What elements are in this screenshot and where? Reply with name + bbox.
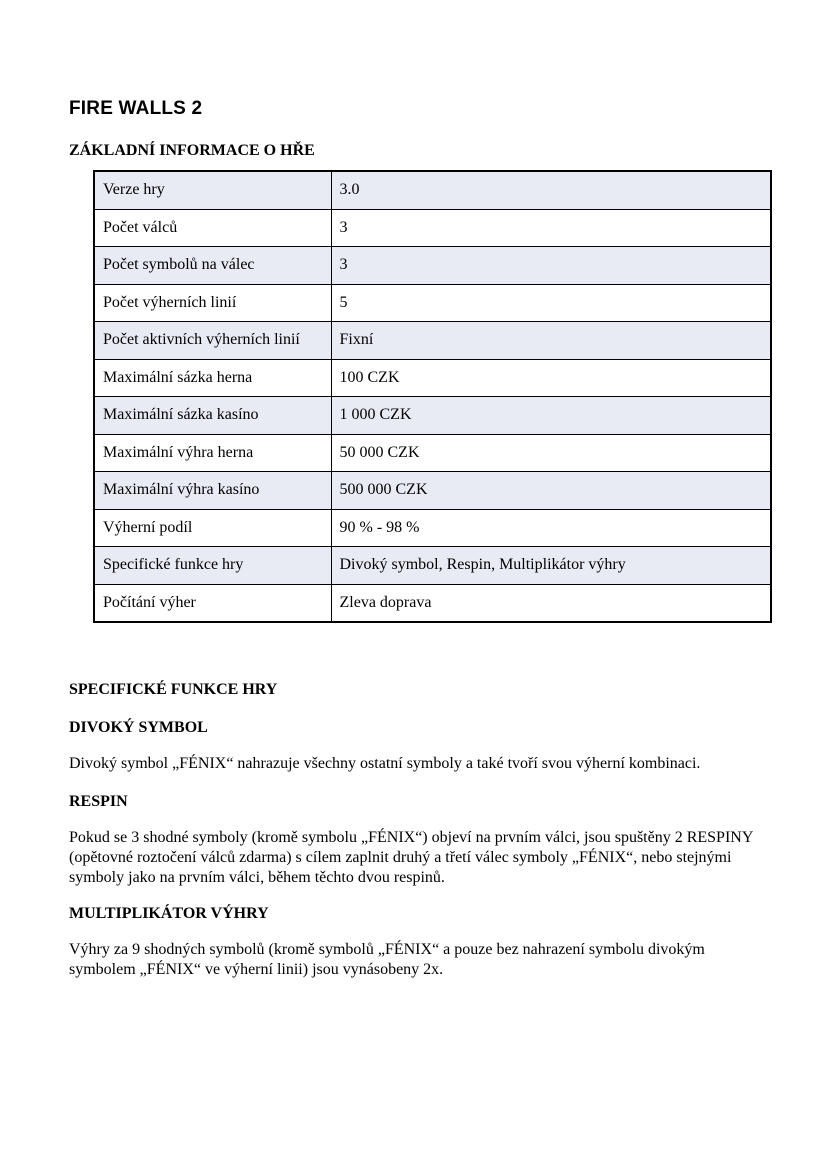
table-row [94, 209, 771, 247]
table-cell-value: Zleva doprava [331, 584, 771, 622]
table-row [94, 547, 771, 585]
table-cell-label: Výherní podíl [94, 509, 331, 547]
basic-info-heading: ZÁKLADNÍ INFORMACE O HŘE [69, 142, 315, 160]
basic-info-table-body [94, 171, 771, 622]
win-multiplier-text: Výhry za 9 shodných symbolů (kromě symbolů „FÉNIX“ a pouze bez nahrazení symbolu divokým symbolem „FÉNIX“ ve výherní linii) jsou vynásobeny 2x. [69, 941, 705, 978]
win-multiplier-heading: MULTIPLIKÁTOR VÝHRY [69, 905, 269, 922]
table-cell-label: Maximální sázka herna [94, 359, 331, 397]
basic-info-table [93, 170, 772, 623]
table-cell-label: Počet symbolů na válec [94, 247, 331, 285]
table-row [94, 434, 771, 472]
table-cell-value: 3 [331, 247, 771, 285]
table-row [94, 397, 771, 435]
table-cell-value: Divoký symbol, Respin, Multiplikátor výhry [331, 547, 771, 585]
specific-functions-heading: SPECIFICKÉ FUNKCE HRY [69, 681, 278, 698]
table-cell-label: Specifické funkce hry [94, 547, 331, 585]
table-cell-value: 90 % - 98 % [331, 509, 771, 547]
table-cell-value: 100 CZK [331, 359, 771, 397]
table-row [94, 171, 771, 209]
table-row [94, 284, 771, 322]
table-cell-value: 3.0 [331, 171, 771, 209]
table-cell-value: 50 000 CZK [331, 434, 771, 472]
table-row [94, 247, 771, 285]
table-row [94, 472, 771, 510]
table-cell-label: Maximální výhra kasíno [94, 472, 331, 510]
table-row [94, 359, 771, 397]
wild-symbol-text: Divoký symbol „FÉNIX“ nahrazuje všechny ostatní symboly a také tvoří svou výherní kombinaci. [69, 755, 701, 772]
section-wild-symbol [69, 718, 775, 774]
section-respin [69, 792, 775, 888]
respin-heading: RESPIN [69, 793, 128, 810]
table-cell-label: Počet aktivních výherních linií [94, 322, 331, 360]
table-cell-value: 500 000 CZK [331, 472, 771, 510]
table-row [94, 584, 771, 622]
specific-functions [69, 680, 775, 980]
table-row [94, 322, 771, 360]
section-win-multiplier [69, 904, 775, 980]
wild-symbol-heading: DIVOKÝ SYMBOL [69, 719, 208, 736]
table-cell-value: Fixní [331, 322, 771, 360]
table-cell-label: Maximální sázka kasíno [94, 397, 331, 435]
table-cell-value: 5 [331, 284, 771, 322]
respin-text: Pokud se 3 shodné symboly (kromě symbolu „FÉNIX“) objeví na prvním válci, jsou spuštěny 2 RESPINY (opětovné roztočení válců zdarma) s cílem zaplnit druhý a třetí válec symboly „FÉNIX“, nebo stejnými symboly jako na prvním válci, během těchto dvou respinů. [69, 829, 753, 886]
table-cell-label: Počet výherních linií [94, 284, 331, 322]
table-row [94, 509, 771, 547]
table-cell-label: Maximální výhra herna [94, 434, 331, 472]
table-cell-label: Počet válců [94, 209, 331, 247]
page-title: FIRE WALLS 2 [69, 97, 203, 119]
table-cell-label: Verze hry [94, 171, 331, 209]
table-cell-value: 1 000 CZK [331, 397, 771, 435]
table-cell-label: Počítání výher [94, 584, 331, 622]
table-cell-value: 3 [331, 209, 771, 247]
